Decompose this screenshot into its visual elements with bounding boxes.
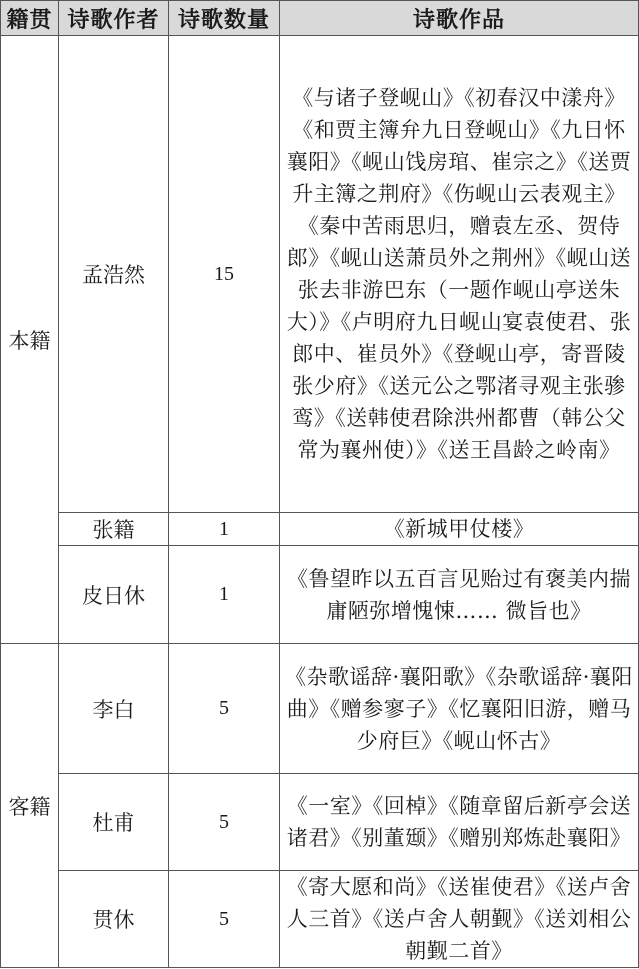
works-cell: 《一室》《回棹》《随章留后新亭会送诸君》《别董颋》《赠别郑炼赴襄阳》 <box>280 774 639 871</box>
header-row <box>1 1 639 36</box>
count-cell: 1 <box>169 546 280 644</box>
table-row <box>1 871 639 968</box>
works-cell: 《新城甲仗楼》 <box>280 513 639 546</box>
table-row <box>1 546 639 644</box>
table-row <box>1 36 639 513</box>
table-row <box>1 513 639 546</box>
author-cell: 张籍 <box>59 513 169 546</box>
works-cell: 《与诸子登岘山》《初春汉中漾舟》《和贾主簿弁九日登岘山》《九日怀襄阳》《岘山饯房琯、崔宗之》《送贾升主簿之荆府》《伤岘山云表观主》《秦中苦雨思归，赠袁左丞、贺侍郎》《岘山送萧员外之荆州》《岘山送张去非游巴东（一题作岘山亭送朱大）》《卢明府九日岘山宴袁使君、张郎中、崔员外》《登岘山亭，寄晋陵张少府》《送元公之鄂渚寻观主张骖鸾》《送韩使君除洪州都曹（韩公父常为襄州使）》《送王昌龄之岭南》 <box>280 36 639 513</box>
origin-cell: 客籍 <box>1 644 59 968</box>
count-cell: 5 <box>169 871 280 968</box>
author-cell: 孟浩然 <box>59 36 169 513</box>
works-cell: 《寄大愿和尚》《送崔使君》《送卢舍人三首》《送卢舍人朝觐》《送刘相公朝觐二首》 <box>280 871 639 968</box>
author-cell: 皮日休 <box>59 546 169 644</box>
author-cell: 杜甫 <box>59 774 169 871</box>
header-count: 诗歌数量 <box>169 1 280 36</box>
header-works: 诗歌作品 <box>280 1 639 36</box>
count-cell: 15 <box>169 36 280 513</box>
table-row <box>1 774 639 871</box>
works-cell: 《鲁望昨以五百言见贻过有褒美内揣庸陋弥增愧悚…… 微旨也》 <box>280 546 639 644</box>
works-cell: 《杂歌谣辞·襄阳歌》《杂歌谣辞·襄阳曲》《赠参寥子》《忆襄阳旧游，赠马少府巨》《岘山怀古》 <box>280 644 639 774</box>
header-author: 诗歌作者 <box>59 1 169 36</box>
count-cell: 5 <box>169 774 280 871</box>
author-cell: 贯休 <box>59 871 169 968</box>
author-cell: 李白 <box>59 644 169 774</box>
origin-cell: 本籍 <box>1 36 59 644</box>
header-origin: 籍贯 <box>1 1 59 36</box>
count-cell: 5 <box>169 644 280 774</box>
table-row <box>1 644 639 774</box>
count-cell: 1 <box>169 513 280 546</box>
